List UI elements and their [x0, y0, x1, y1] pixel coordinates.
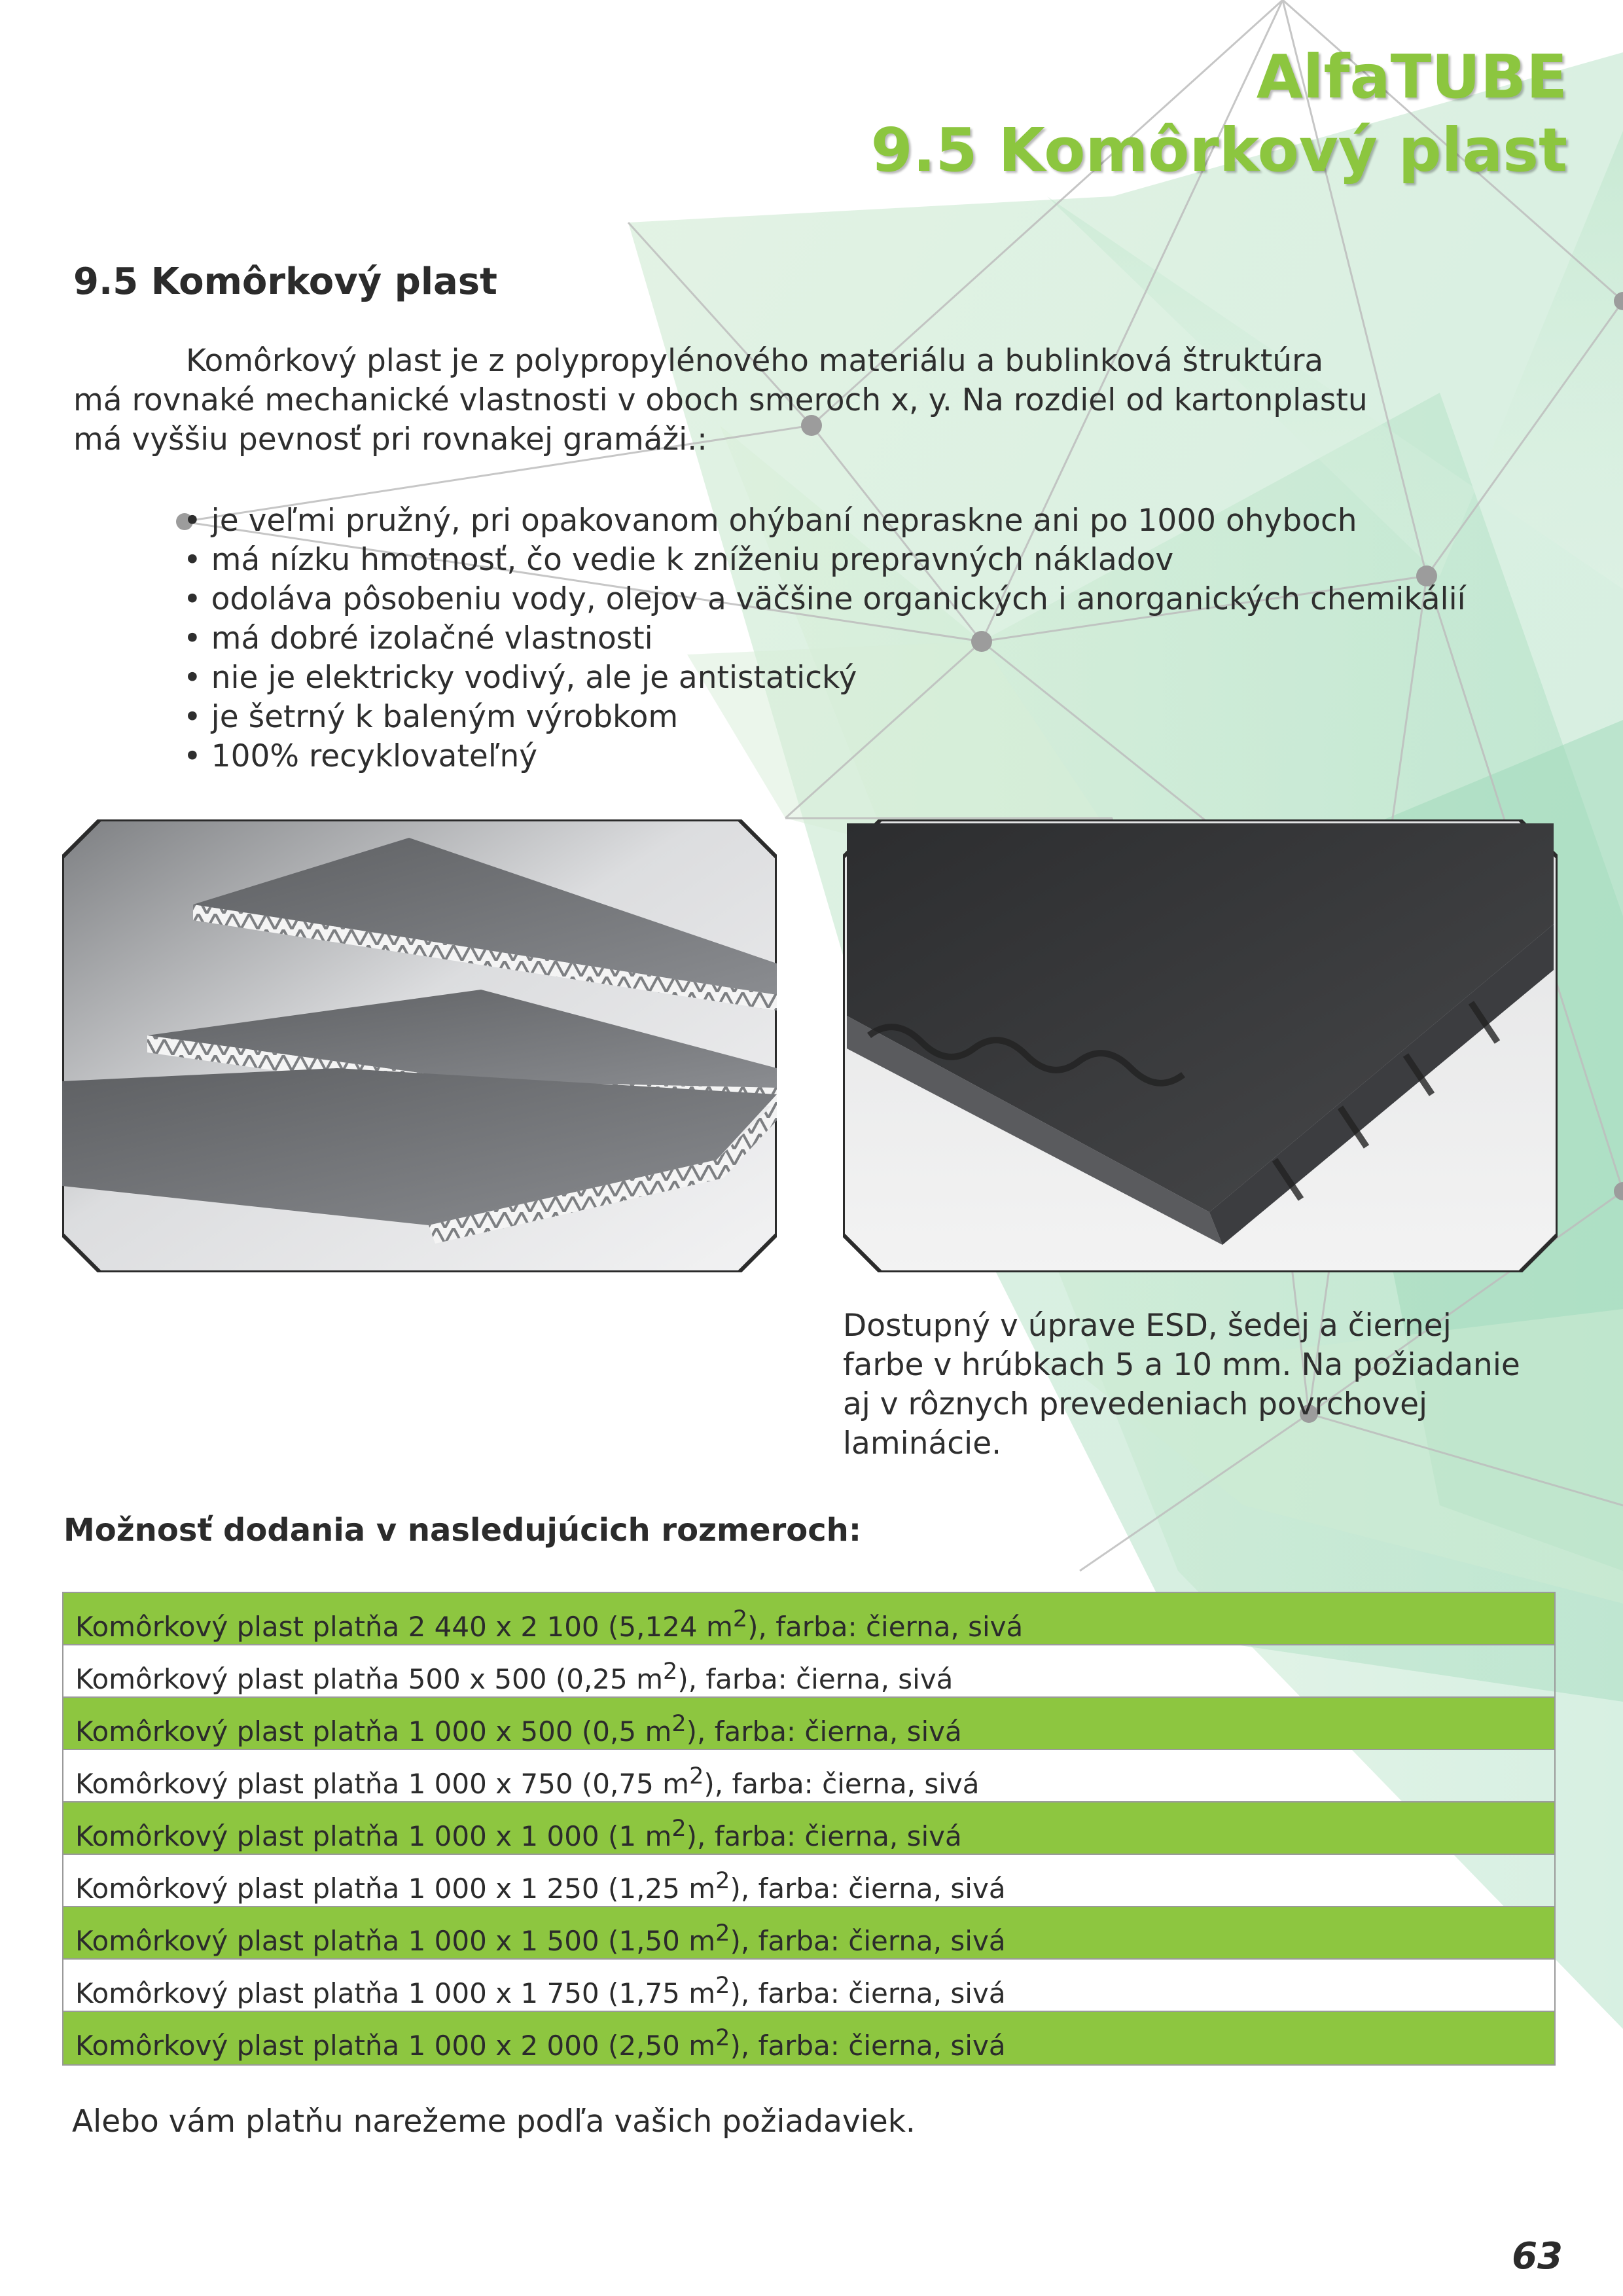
intro-line: Komôrkový plast je z polypropylénového materiálu a bublinková štruktúra [186, 343, 1324, 379]
intro-line: má rovnaké mechanické vlastnosti v oboch smeroch x, y. Na rozdiel od kartonplastu [73, 382, 1368, 418]
feature-item: • odoláva pôsobeniu vody, olejov a väčšine organických i anorganických chemikálií [183, 581, 1466, 617]
table-row: Komôrkový plast platňa 1 000 x 2 000 (2,50 $m^2$), farba: čierna, sivá [63, 2012, 1554, 2064]
esd-line: aj v rôznych prevedeniach povrchovej [843, 1386, 1428, 1422]
feature-list [183, 501, 1466, 776]
table-row: Komôrkový plast platňa 1 000 x 500 (0,5 $m^2$), farba: čierna, sivá [63, 1698, 1554, 1750]
feature-item: • má nízku hmotnosť, čo vedie k zníženiu prepravných nákladov [183, 542, 1174, 578]
page-number: 63 [1512, 2235, 1563, 2278]
feature-item: • je šetrný k baleným výrobkom [183, 699, 679, 735]
table-row: Komôrkový plast platňa 1 000 x 1 500 (1,50 $m^2$), farba: čierna, sivá [63, 1907, 1554, 1960]
header-brand: AlfaTUBE [1256, 42, 1567, 112]
intro-line: má vyššiu pevnosť pri rovnakej gramáži.: [73, 422, 707, 457]
custom-cut-note: Alebo vám platňu narežeme podľa vašich požiadaviek. [72, 2104, 916, 2140]
dimensions-table [62, 1592, 1556, 2066]
table-row: Komôrkový plast platňa 1 000 x 750 (0,75 $m^2$), farba: čierna, sivá [63, 1750, 1554, 1803]
esd-note [843, 1306, 1589, 1463]
table-row: Komôrkový plast platňa 1 000 x 1 250 (1,25 $m^2$), farba: čierna, sivá [63, 1855, 1554, 1907]
intro-paragraph [73, 342, 1435, 459]
esd-line: Dostupný v úprave ESD, šedej a čiernej [843, 1308, 1452, 1344]
table-row: Komôrkový plast platňa 1 000 x 1 750 (1,75 $m^2$), farba: čierna, sivá [63, 1960, 1554, 2012]
esd-line: farbe v hrúbkach 5 a 10 mm. Na požiadanie [843, 1347, 1520, 1383]
dimensions-title: Možnosť dodania v nasledujúcich rozmeroch: [63, 1512, 862, 1549]
feature-item: • nie je elektricky vodivý, ale je antistatický [183, 660, 857, 696]
page-header [871, 41, 1567, 187]
black-board-photo [843, 819, 1558, 1272]
feature-item: • má dobré izolačné vlastnosti [183, 620, 653, 656]
esd-line: laminácie. [843, 1426, 1002, 1462]
grey-boards-photo [62, 819, 777, 1272]
feature-item: • 100% recyklovateľný [183, 738, 538, 774]
table-row: Komôrkový plast platňa 500 x 500 (0,25 $m^2$), farba: čierna, sivá [63, 1645, 1554, 1698]
table-row: Komôrkový plast platňa 2 440 x 2 100 (5,124 $m^2$), farba: čierna, sivá [63, 1593, 1554, 1645]
table-row: Komôrkový plast platňa 1 000 x 1 000 (1 $m^2$), farba: čierna, sivá [63, 1803, 1554, 1855]
header-section: 9.5 Komôrkový plast [870, 115, 1567, 185]
section-title: 9.5 Komôrkový plast [73, 260, 497, 303]
feature-item: • je veľmi pružný, pri opakovanom ohýbaní nepraskne ani po 1000 ohyboch [183, 503, 1357, 539]
